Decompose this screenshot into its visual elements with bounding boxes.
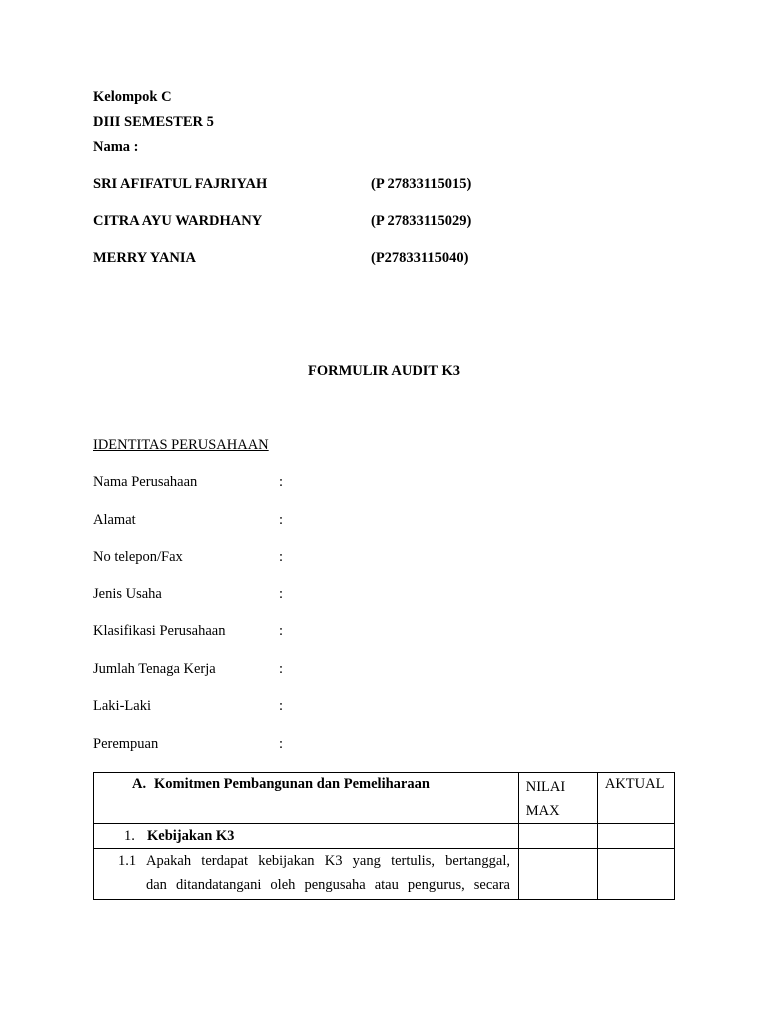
name-label: Nama : bbox=[93, 139, 139, 155]
aktual-label: AKTUAL bbox=[604, 776, 665, 792]
question-cell bbox=[94, 849, 519, 900]
question-text-line: Apakah terdapat kebijakan K3 yang tertulis, bertanggal, bbox=[146, 853, 510, 869]
field-separator: : bbox=[279, 736, 284, 752]
aktual-cell[interactable] bbox=[597, 849, 674, 900]
field-label: Laki-Laki bbox=[93, 698, 151, 714]
field-label: Klasifikasi Perusahaan bbox=[93, 623, 226, 639]
aktual-header bbox=[597, 773, 674, 824]
member-id: (P 27833115015) bbox=[371, 176, 472, 192]
subsection-cell bbox=[94, 824, 519, 849]
field-separator: : bbox=[279, 549, 284, 565]
audit-table bbox=[93, 772, 675, 900]
table-row bbox=[94, 849, 675, 900]
identity-heading: IDENTITAS PERUSAHAAN bbox=[93, 437, 269, 453]
field-label: Perempuan bbox=[93, 736, 159, 752]
table-row bbox=[94, 824, 675, 849]
field-separator: : bbox=[279, 474, 284, 490]
member-id: (P 27833115029) bbox=[371, 213, 472, 229]
field-separator: : bbox=[279, 661, 284, 677]
section-header-cell bbox=[94, 773, 519, 824]
field-label: Alamat bbox=[93, 512, 136, 528]
member-name: CITRA AYU WARDHANY bbox=[93, 213, 263, 229]
field-separator: : bbox=[279, 698, 284, 714]
field-label: Nama Perusahaan bbox=[93, 474, 198, 490]
subsection-title: Kebijakan K3 bbox=[147, 828, 235, 844]
nilai-label: NILAI bbox=[525, 779, 566, 795]
field-separator: : bbox=[279, 512, 284, 528]
member-name: MERRY YANIA bbox=[93, 250, 197, 266]
field-separator: : bbox=[279, 586, 284, 602]
field-label: Jumlah Tenaga Kerja bbox=[93, 661, 216, 677]
nilai-max-header bbox=[518, 773, 597, 824]
table-header-row bbox=[94, 773, 675, 824]
document-title: FORMULIR AUDIT K3 bbox=[308, 363, 460, 379]
program-label: DIII SEMESTER 5 bbox=[93, 114, 214, 130]
max-label: MAX bbox=[525, 803, 560, 819]
subsection-number: 1. bbox=[124, 828, 135, 844]
group-label: Kelompok C bbox=[93, 89, 172, 105]
question-number: 1.1 bbox=[118, 853, 137, 869]
member-name: SRI AFIFATUL FAJRIYAH bbox=[93, 176, 268, 192]
section-title: Komitmen Pembangunan dan Pemeliharaan bbox=[154, 776, 430, 792]
nilai-cell[interactable] bbox=[518, 849, 597, 900]
question-text-line: dan ditandatangani oleh pengusaha atau pengurus, secara bbox=[146, 877, 510, 893]
field-separator: : bbox=[279, 623, 284, 639]
aktual-cell[interactable] bbox=[597, 824, 674, 849]
member-id: (P27833115040) bbox=[371, 250, 469, 266]
section-letter: A. bbox=[132, 776, 147, 792]
field-label: No telepon/Fax bbox=[93, 549, 183, 565]
nilai-cell[interactable] bbox=[518, 824, 597, 849]
field-label: Jenis Usaha bbox=[93, 586, 162, 602]
